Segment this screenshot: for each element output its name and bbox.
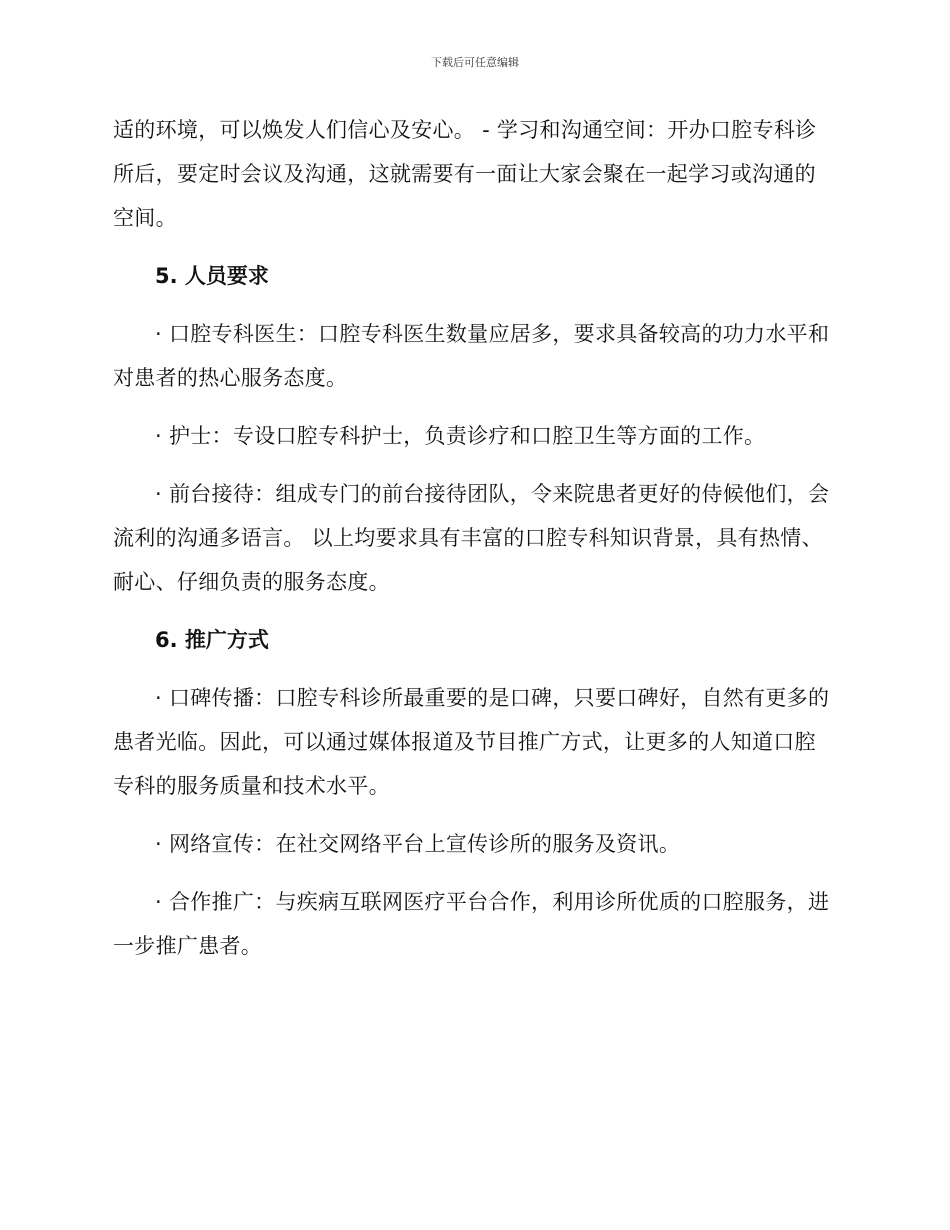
page-header-note: 下载后可任意编辑: [431, 56, 519, 69]
paragraph-online-promotion: · 网络宣传：在社交网络平台上宣传诊所的服务及资讯。: [155, 832, 681, 856]
spacer: [113, 866, 835, 880]
spacer: [113, 400, 835, 414]
document-body: [113, 108, 835, 968]
section-heading-promotion: 6. 推广方式: [155, 628, 269, 652]
section-heading-staff: 5. 人员要求: [155, 264, 269, 288]
spacer: [113, 604, 835, 618]
paragraph-word-of-mouth: · 口碑传播：口腔专科诊所最重要的是口碑，只要口碑好，自然有更多的患者光临。因此，可以通过媒体报道及节目推广方式，让更多的人知道口腔专科的服务质量和技术水平。: [113, 686, 830, 798]
paragraph-nurse: · 护士：专设口腔专科护士，负责诊疗和口腔卫生等方面的工作。: [155, 424, 766, 448]
spacer: [113, 662, 835, 676]
spacer: [113, 808, 835, 822]
paragraph-environment: 适的环境，可以焕发人们信心及安心。 - 学习和沟通空间：开办口腔专科诊所后，要定时会议及沟通，这就需要有一面让大家会聚在一起学习或沟通的空间。: [113, 118, 817, 230]
paragraph-reception: · 前台接待：组成专门的前台接待团队，令来院患者更好的侍候他们，会流利的沟通多语言。 以上均要求具有丰富的口腔专科知识背景，具有热情、耐心、仔细负责的服务态度。: [113, 482, 830, 594]
spacer: [113, 458, 835, 472]
paragraph-dentist: · 口腔专科医生：口腔专科医生数量应居多，要求具备较高的功力水平和对患者的热心服务态度。: [113, 322, 830, 390]
spacer: [113, 240, 835, 254]
spacer: [113, 298, 835, 312]
paragraph-partnership: · 合作推广：与疾病互联网医疗平台合作，利用诊所优质的口腔服务，进一步推广患者。: [113, 890, 830, 958]
